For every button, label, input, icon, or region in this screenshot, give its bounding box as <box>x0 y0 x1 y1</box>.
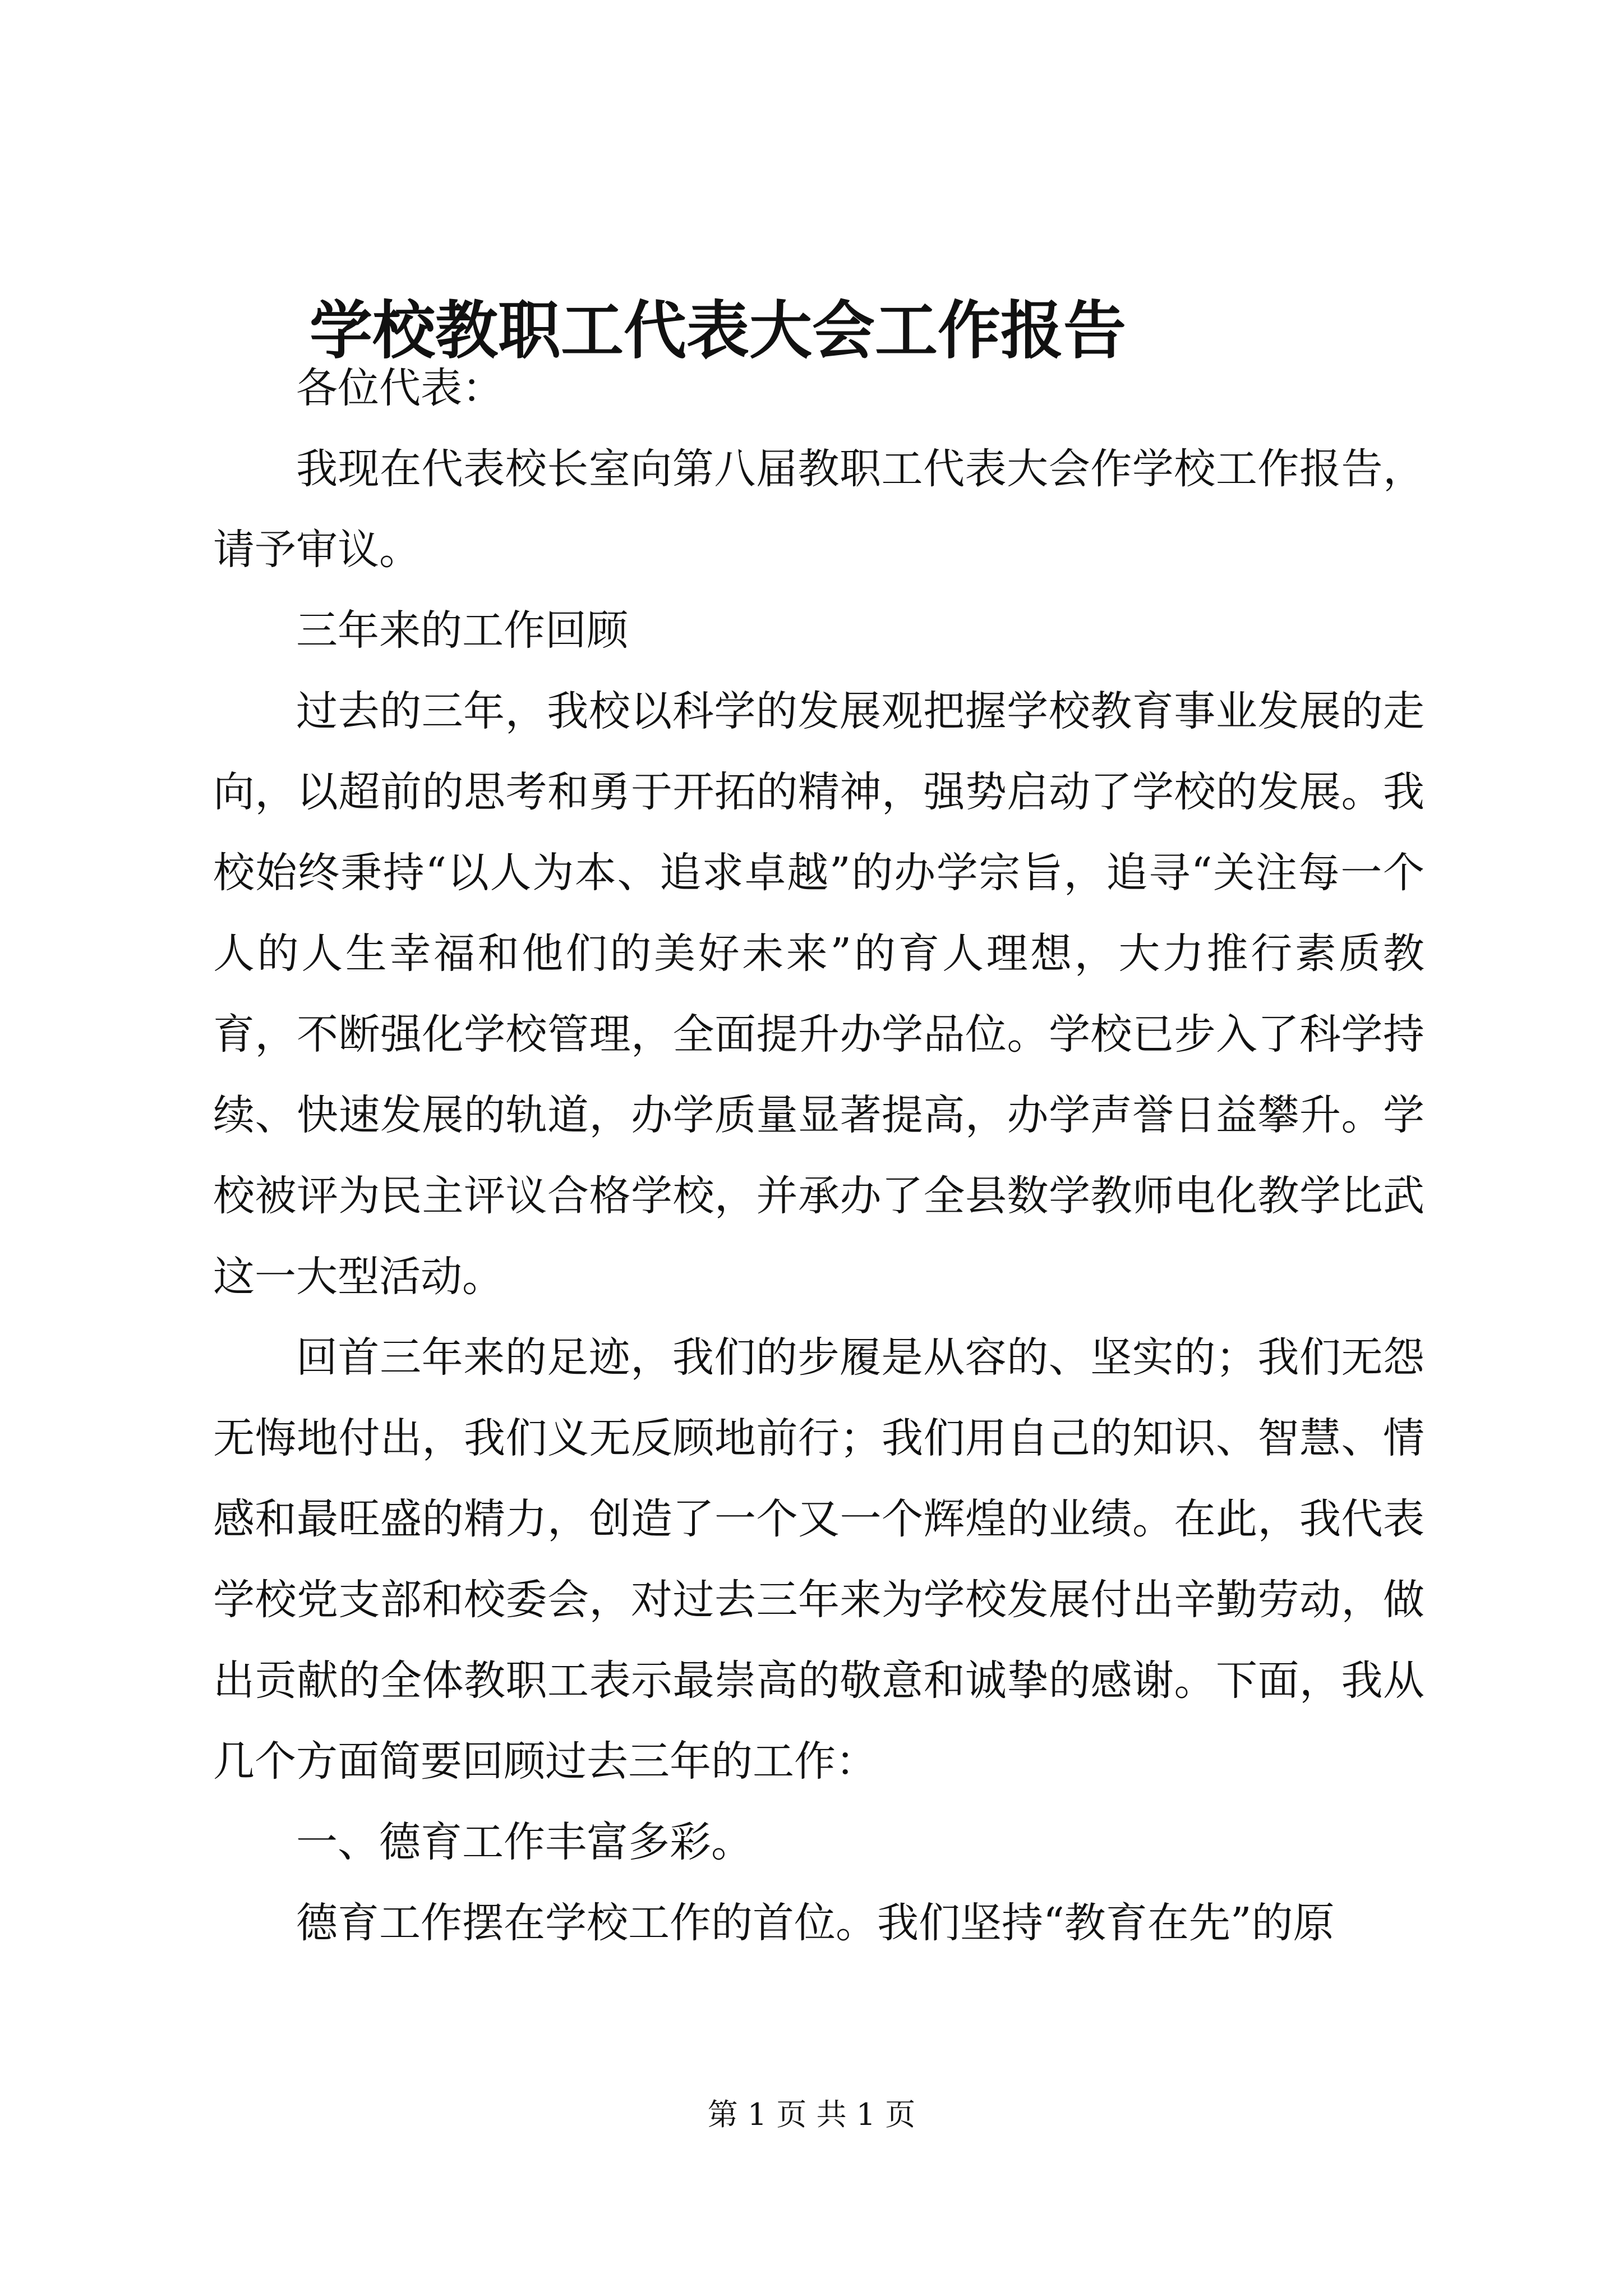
paragraph-moral-education: 德育工作摆在学校工作的首位。我们坚持“教育在先”的原 <box>296 1899 1335 1947</box>
section-heading-moral-education: 一、德育工作丰富多彩。 <box>296 1818 753 1866</box>
section-heading-review: 三年来的工作回顾 <box>296 606 628 655</box>
document-title: 学校教职工代表大会工作报告 <box>310 294 1126 367</box>
paragraph-looking-back: 回首三年来的足迹，我们的步履是从容的、坚实的；我们无怨无悔地付出，我们义无反顾地前行；我们用自己的知识、智慧、情感和最旺盛的精力，创造了一个又一个辉煌的业绩。在此，我代表学校党支部和校委会，对过去三年来为学校发展付出辛勤劳动，做出贡献的全体教职工表示最崇高的敬意和诚挚的感谢。下面，我从几个方面简要回顾过去三年的工作： <box>213 1333 1424 1786</box>
paragraph-intro: 我现在代表校长室向第八届教职工代表大会作学校工作报告，请予审议。 <box>213 445 1424 574</box>
paragraph-salutation: 各位代表： <box>296 364 504 412</box>
page-footer: 第 1 页 共 1 页 <box>707 2097 916 2132</box>
document-body <box>213 348 1424 1963</box>
paragraph-past-three-years: 过去的三年，我校以科学的发展观把握学校教育事业发展的走向，以超前的思考和勇于开拓的精神，强势启动了学校的发展。我校始终秉持“以人为本、追求卓越”的办学宗旨，追寻“关注每一个人的人生幸福和他们的美好未来”的育人理想，大力推行素质教育，不断强化学校管理，全面提升办学品位。学校已步入了科学持续、快速发展的轨道，办学质量显著提高，办学声誉日益攀升。学校被评为民主评议合格学校，并承办了全县数学教师电化教学比武这一大型活动。 <box>213 687 1424 1301</box>
